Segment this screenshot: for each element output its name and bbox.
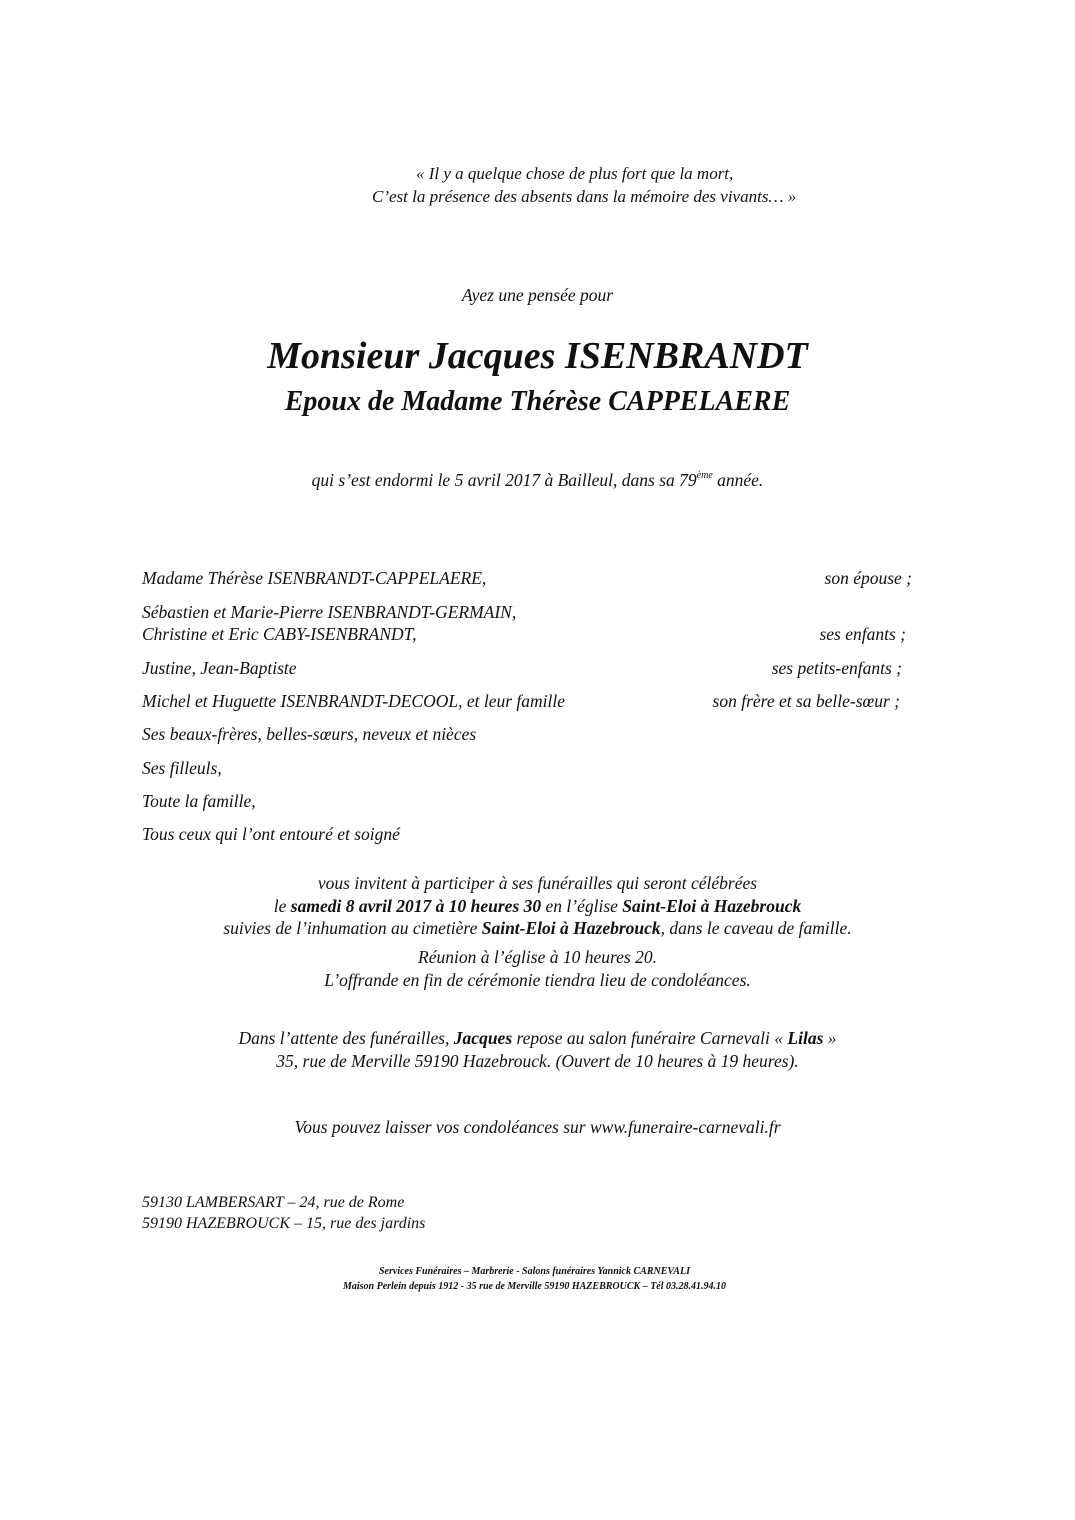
rest-text: repose au salon funéraire Carnevali « (512, 1028, 788, 1048)
death-text-after: année. (712, 470, 764, 490)
family-member-6: Ses beaux-frères, belles-sœurs, neveux et nièces (142, 724, 477, 744)
family-member-9: Tous ceux qui l’ont entouré et soigné (142, 824, 400, 844)
family-relation-3: ses enfants ; (819, 624, 906, 644)
address-2: 59190 HAZEBROUCK – 15, rue des jardins (142, 1215, 426, 1232)
rest-text: » (823, 1028, 837, 1048)
invitation-text: en l’église (541, 896, 623, 916)
family-member-2: Sébastien et Marie-Pierre ISENBRANDT-GERMAIN, (142, 602, 517, 622)
family-member-5: Michel et Huguette ISENBRANDT-DECOOL, et leur famille (142, 691, 565, 711)
family-relation-4: ses petits-enfants ; (771, 658, 902, 678)
family-member-8: Toute la famille, (142, 791, 256, 811)
invitation-text: le (273, 896, 291, 916)
invitation-text: , dans le caveau de famille. (660, 918, 852, 938)
family-member-3: Christine et Eric CABY-ISENBRANDT, (142, 624, 417, 644)
family-relation-1: son épouse ; (824, 568, 912, 588)
death-text-before: qui s’est endormi le 5 avril 2017 à Bailleul, dans sa 79 (311, 470, 697, 490)
intro-text: Ayez une pensée pour (461, 285, 614, 305)
cemetery-name: Saint-Eloi à Hazebrouck (481, 918, 661, 938)
invitation-line-2 (0, 895, 1075, 917)
death-notice (0, 469, 1075, 491)
invitation-line-1: vous invitent à participer à ses funérailles qui seront célébrées (317, 873, 758, 893)
family-member-1: Madame Thérèse ISENBRANDT-CAPPELAERE, (142, 568, 487, 588)
rest-line-2: 35, rue de Merville 59190 Hazebrouck. (Ouvert de 10 heures à 19 heures). (276, 1051, 799, 1071)
death-superscript: ème (696, 470, 713, 481)
invitation-line-5: L’offrande en fin de cérémonie tiendra lieu de condoléances. (324, 970, 751, 990)
footer-line-2: Maison Perlein depuis 1912 - 35 rue de Merville 59190 HAZEBROUCK – Tél 03.28.41.94.10 (342, 1281, 727, 1292)
quote-line-2: C’est la présence des absents dans la mémoire des vivants… » (372, 187, 797, 206)
rest-line-1 (0, 1027, 1075, 1049)
church-name: Saint-Eloi à Hazebrouck (622, 896, 802, 916)
footer-line-1: Services Funéraires – Marbrerie - Salons funéraires Yannick CARNEVALI (379, 1266, 690, 1277)
family-relation-5: son frère et sa belle-sœur ; (712, 691, 900, 711)
spouse-line: Epoux de Madame Thérèse CAPPELAERE (284, 386, 791, 417)
quote-line-1: « Il y a quelque chose de plus fort que la mort, (416, 164, 734, 183)
address-1: 59130 LAMBERSART – 24, rue de Rome (142, 1194, 405, 1211)
condolences-text: Vous pouvez laisser vos condoléances sur www.funeraire-carnevali.fr (294, 1117, 781, 1137)
invitation-line-4: Réunion à l’église à 10 heures 20. (418, 947, 657, 967)
family-member-7: Ses filleuls, (142, 758, 222, 778)
invitation-line-3 (0, 917, 1075, 939)
invitation-text: suivies de l’inhumation au cimetière (223, 918, 482, 938)
first-name: Jacques (453, 1028, 513, 1048)
rest-text: Dans l’attente des funérailles, (238, 1028, 454, 1048)
funeral-datetime: samedi 8 avril 2017 à 10 heures 30 (290, 896, 542, 916)
deceased-name: Monsieur Jacques ISENBRANDT (267, 335, 808, 377)
family-member-4: Justine, Jean-Baptiste (142, 658, 297, 678)
salon-name: Lilas (787, 1028, 824, 1048)
